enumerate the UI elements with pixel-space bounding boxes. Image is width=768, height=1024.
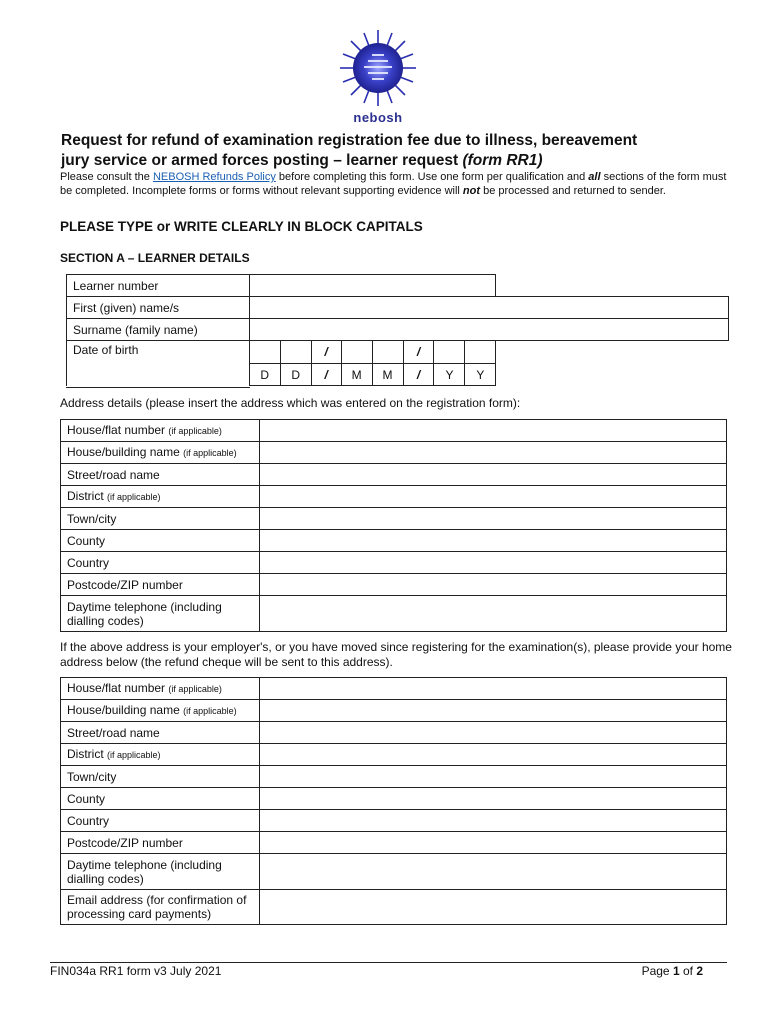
county-label: County	[61, 788, 260, 810]
dob-format-label: Y	[434, 364, 465, 386]
learner-details-table	[66, 274, 729, 386]
county-field[interactable]	[260, 530, 727, 552]
dob-format-label: Y	[465, 364, 496, 386]
dob-format-label: D	[249, 364, 280, 386]
postcode-field[interactable]	[260, 832, 727, 854]
house-flat-label: House/flat number (if applicable)	[61, 678, 260, 700]
footer-form-ref: FIN034a RR1 form v3 July 2021	[50, 964, 222, 978]
country-label: Country	[61, 810, 260, 832]
registration-address-table	[60, 419, 727, 632]
postcode-label: Postcode/ZIP number	[61, 832, 260, 854]
dob-year-1[interactable]	[434, 341, 465, 364]
town-field[interactable]	[260, 508, 727, 530]
intro-text: Please consult the NEBOSH Refunds Policy before completing this form. Use one form per qualification and all sections of the form must be completed. Incomplete forms or forms without relevant supporting evidence will not be processed and returned to sender.	[60, 171, 727, 197]
page-title: Request for refund of examination registration fee due to illness, bereavement jury service or armed forces posting – learner request (form RR1)	[61, 132, 638, 169]
surname-field[interactable]	[249, 319, 728, 341]
telephone-field[interactable]	[260, 596, 727, 632]
district-field[interactable]	[260, 486, 727, 508]
house-building-field[interactable]	[260, 700, 727, 722]
dob-format-label: M	[372, 364, 403, 386]
county-label: County	[61, 530, 260, 552]
dob-format-label: M	[341, 364, 372, 386]
home-address-table	[60, 677, 727, 925]
house-flat-field[interactable]	[260, 420, 727, 442]
telephone-label: Daytime telephone (including dialling codes)	[61, 854, 260, 890]
street-label: Street/road name	[61, 722, 260, 744]
house-flat-field[interactable]	[260, 678, 727, 700]
dob-day-2[interactable]	[280, 341, 311, 364]
district-label: District (if applicable)	[61, 744, 260, 766]
dob-month-2[interactable]	[372, 341, 403, 364]
country-field[interactable]	[260, 810, 727, 832]
town-label: Town/city	[61, 766, 260, 788]
logo-text: nebosh	[353, 110, 403, 125]
first-name-label: First (given) name/s	[67, 297, 250, 319]
dob-label: Date of birth	[67, 341, 250, 386]
refunds-policy-link[interactable]: NEBOSH Refunds Policy	[152, 171, 276, 183]
street-field[interactable]	[260, 722, 727, 744]
logo-emblem	[338, 28, 418, 110]
district-label: District (if applicable)	[61, 486, 260, 508]
nebosh-logo	[338, 28, 418, 128]
country-field[interactable]	[260, 552, 727, 574]
surname-label: Surname (family name)	[67, 319, 250, 341]
email-field[interactable]	[260, 890, 727, 925]
house-building-field[interactable]	[260, 442, 727, 464]
first-name-field[interactable]	[249, 297, 728, 319]
dob-separator: /	[311, 341, 341, 364]
telephone-label: Daytime telephone (including dialling codes)	[61, 596, 260, 632]
house-flat-label: House/flat number (if applicable)	[61, 420, 260, 442]
town-field[interactable]	[260, 766, 727, 788]
house-building-label: House/building name (if applicable)	[61, 442, 260, 464]
dob-format-label: D	[280, 364, 311, 386]
telephone-field[interactable]	[260, 854, 727, 890]
form-ref: (form RR1)	[462, 152, 543, 169]
section-a-heading: SECTION A – LEARNER DETAILS	[60, 251, 250, 265]
town-label: Town/city	[61, 508, 260, 530]
street-label: Street/road name	[61, 464, 260, 486]
district-field[interactable]	[260, 744, 727, 766]
home-address-intro: If the above address is your employer's, or you have moved since registering for the examination(s), please provide your home address below (the refund cheque will be sent to this address).	[60, 640, 732, 669]
dob-separator: /	[403, 341, 434, 364]
street-field[interactable]	[260, 464, 727, 486]
address-intro: Address details (please insert the address which was entered on the registration form):	[60, 396, 521, 410]
house-building-label: House/building name (if applicable)	[61, 700, 260, 722]
dob-month-1[interactable]	[341, 341, 372, 364]
page-number: Page 1 of 2	[641, 964, 703, 978]
county-field[interactable]	[260, 788, 727, 810]
postcode-label: Postcode/ZIP number	[61, 574, 260, 596]
postcode-field[interactable]	[260, 574, 727, 596]
dob-day-1[interactable]	[249, 341, 280, 364]
dob-format-separator: /	[403, 364, 434, 386]
email-label: Email address (for confirmation of processing card payments)	[61, 890, 260, 925]
footer-divider	[50, 962, 727, 963]
dob-format-separator: /	[311, 364, 341, 386]
learner-number-field[interactable]	[249, 275, 496, 297]
block-capitals-instruction: PLEASE TYPE or WRITE CLEARLY IN BLOCK CAPITALS	[60, 219, 423, 234]
learner-number-label: Learner number	[67, 275, 250, 297]
country-label: Country	[61, 552, 260, 574]
dob-year-2[interactable]	[465, 341, 496, 364]
